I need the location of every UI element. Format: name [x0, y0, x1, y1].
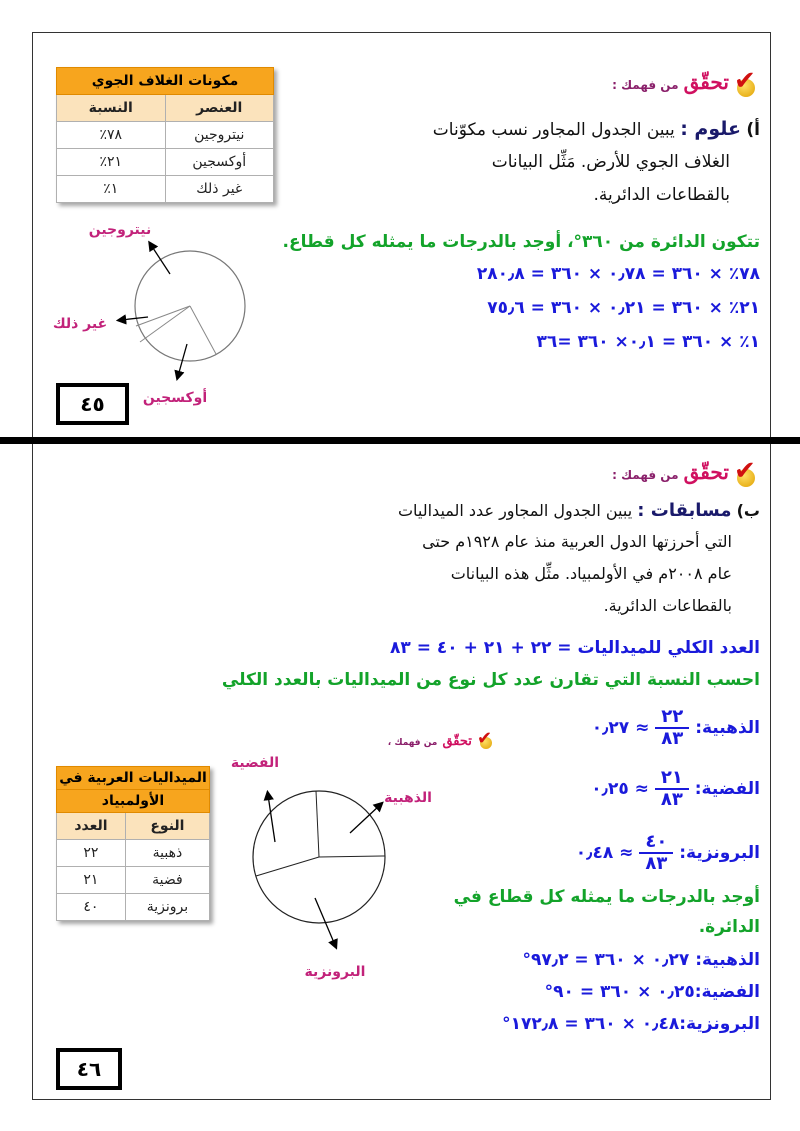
small-check-understanding: ✔ تحقّق من فهمك ، [395, 730, 495, 750]
pie-label-oxygen: أوكسجين [142, 390, 208, 406]
pie-slice-edge [190, 306, 216, 354]
pie-slice-edge [316, 791, 319, 857]
checkmark-icon: ✔ [734, 455, 756, 486]
pie-slice-edge [136, 306, 190, 326]
problem-line-2-b: التي أحرزتها الدول العربية منذ عام ١٩٢٨م حتى [422, 532, 732, 551]
pie-label-other: غير ذلك [52, 316, 108, 332]
pie-label-nitrogen: نيتروجين [88, 222, 152, 238]
table-row: نيتروجين ٧٨٪ [57, 122, 274, 149]
degree-bronze: البرونزية:٠٫٤٨ × ٣٦٠ = ١٧٢٫٨° [502, 1014, 760, 1034]
table-title: الميداليات العربية في [57, 767, 210, 790]
table-row: أوكسجين ٢١٪ [57, 149, 274, 176]
other-arrow [121, 317, 148, 320]
degrees-intro-2: الدائرة. [698, 917, 760, 937]
ratio-intro: احسب النسبة التي تقارن عدد كل نوع من الميداليات بالعدد الكلي [221, 670, 760, 690]
problem-line-3-b: عام ٢٠٠٨م في الأولمبياد. مثِّل هذه البيانات [450, 564, 732, 583]
atmosphere-pie-chart [40, 210, 300, 410]
atmosphere-table [56, 67, 274, 203]
table-row: غير ذلك ١٪ [57, 176, 274, 203]
pie-label-gold: الذهبية [384, 790, 432, 806]
check-understanding-heading-a: ✔ تحقّق من فهمك : [600, 70, 760, 98]
solution-line-2-a: ٢١٪ × ٣٦٠ = ٠٫٢١ × ٣٦٠ = ٧٥٫٦ [487, 298, 760, 318]
table-header: العنصر [165, 95, 274, 122]
table-header: النسبة [57, 95, 166, 122]
pie-label-bronze: البرونزية [304, 964, 366, 980]
ratio-silver: الفضية: $\frac{٢١}{٨٣}$ ≈ ٠٫٢٥ [591, 767, 760, 810]
section-divider [0, 437, 800, 444]
degree-silver: الفضية:٠٫٢٥ × ٣٦٠ = ٩٠° [544, 982, 760, 1002]
ratio-gold: الذهبية: $\frac{٢٢}{٨٣}$ ≈ ٠٫٢٧ [591, 706, 760, 749]
problem-line-1-a: أ) علوم : يبين الجدول المجاور نسب مكوّنات [432, 118, 760, 140]
medals-table [56, 766, 210, 921]
ratio-bronze: البرونزية: $\frac{٤٠}{٨٣}$ ≈ ٠٫٤٨ [575, 831, 760, 874]
table-title: الأولمبياد [57, 790, 210, 813]
checkmark-icon: ✔ [477, 727, 493, 749]
pie-label-silver: الفضية [230, 755, 280, 771]
problem-line-4-b: بالقطاعات الدائرية. [603, 596, 732, 615]
table-row: ذهبية ٢٢ [57, 840, 210, 867]
checkmark-icon: ✔ [734, 65, 756, 96]
table-header: النوع [125, 813, 209, 840]
degree-gold: الذهبية: ٠٫٢٧ × ٣٦٠ = ٩٧٫٢° [522, 950, 760, 970]
table-row: فضية ٢١ [57, 867, 210, 894]
table-title: مكونات الغلاف الجوي [57, 68, 274, 95]
total-medals-line: العدد الكلي للميداليات = ٢٢ + ٢١ + ٤٠ = ٨٣ [390, 638, 760, 658]
page-number-box: ٤٦ [56, 1048, 122, 1090]
problem-line-2-a: الغلاف الجوي للأرض. مَثِّل البيانات [491, 152, 730, 172]
table-row: برونزية ٤٠ [57, 894, 210, 921]
table-header: العدد [57, 813, 126, 840]
problem-line-3-a: بالقطاعات الدائرية. [593, 185, 730, 205]
check-understanding-heading-b: ✔ تحقّق من فهمك : [600, 460, 760, 488]
pie-slice-edge [319, 856, 385, 857]
page-number-box: ٤٥ [56, 383, 129, 425]
silver-arrow [268, 795, 275, 842]
solution-line-3-a: ١٪ × ٣٦٠ = ٠٫١× ٣٦٠ =٣٦ [536, 332, 760, 352]
pie-slice-edge [256, 857, 319, 876]
solution-line-1-a: ٧٨٪ × ٣٦٠ = ٠٫٧٨ × ٣٦٠ = ٢٨٠٫٨ [476, 264, 760, 284]
pie-slice-edge [140, 306, 190, 342]
solution-intro-a: تتكون الدائرة من ٣٦٠°، أوجد بالدرجات ما يمثله كل قطاع. [282, 232, 760, 252]
degrees-intro-1: أوجد بالدرجات ما يمثله كل قطاع في [453, 887, 760, 907]
problem-line-1-b: ب) مسابقات : يبين الجدول المجاور عدد الميداليات [397, 500, 760, 521]
nitrogen-arrow [151, 245, 170, 274]
